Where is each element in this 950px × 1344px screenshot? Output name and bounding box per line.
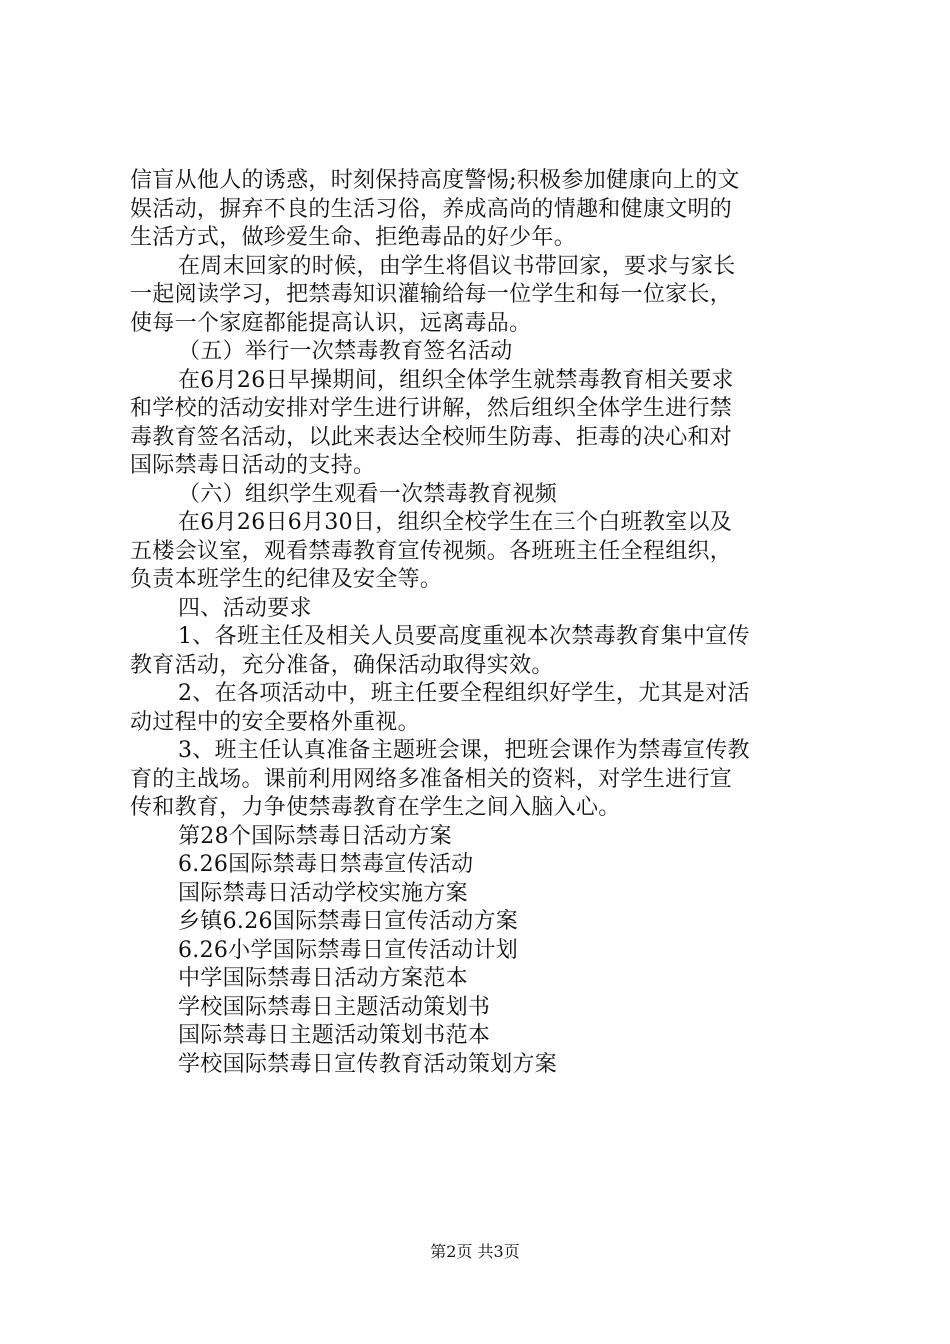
text-line: （五）举行一次禁毒教育签名活动 xyxy=(178,339,513,364)
text-line: 国际禁毒日活动的支持。 xyxy=(130,453,376,478)
text-line: 五楼会议室，观看禁毒教育宣传视频。各班班主任全程组织， xyxy=(130,538,733,564)
text-line: 教育活动，充分准备，确保活动取得实效。 xyxy=(130,652,554,678)
text-line: 在6月26日6月30日，组织全校学生在三个白班教室以及 xyxy=(178,510,733,535)
text-line: 生活方式，做珍爱生命、拒绝毒品的好少年。 xyxy=(130,225,577,250)
related-link-item[interactable]: 学校国际禁毒日主题活动策划书 xyxy=(178,994,491,1020)
text-line: 信盲从他人的诱惑，时刻保持高度警惕;积极参加健康向上的文 xyxy=(130,168,740,193)
text-line: 在6月26日早操期间，组织全体学生就禁毒教育相关要求 xyxy=(178,367,734,393)
text-line: 一起阅读学习，把禁毒知识灌输给每一位学生和每一位家长， xyxy=(130,282,733,307)
text-line: 毒教育签名活动，以此来表达全校师生防毒、拒毒的决心和对 xyxy=(130,424,733,450)
text-line: 四、活动要求 xyxy=(178,595,312,621)
related-link-item[interactable]: 中学国际禁毒日活动方案范本 xyxy=(178,966,468,991)
related-link-item[interactable]: 6.26小学国际禁毒日宣传活动计划 xyxy=(178,937,519,963)
body-text xyxy=(130,167,830,823)
text-line: 3、班主任认真准备主题班会课，把班会课作为禁毒宣传教 xyxy=(178,738,750,763)
related-links-list xyxy=(130,823,830,1080)
related-link-item[interactable]: 乡镇6.26国际禁毒日宣传活动方案 xyxy=(178,909,519,934)
text-line: 和学校的活动安排对学生进行讲解，然后组织全体学生进行禁 xyxy=(130,396,733,421)
text-line: 在周末回家的时候，由学生将倡议书带回家，要求与家长 xyxy=(178,253,736,279)
related-link-item[interactable]: 6.26国际禁毒日禁毒宣传活动 xyxy=(178,852,474,877)
page-footer: 第2页 共3页 xyxy=(430,1242,520,1261)
text-line: 负责本班学生的纪律及安全等。 xyxy=(130,567,443,592)
related-link-item[interactable]: 第28个国际禁毒日活动方案 xyxy=(178,823,452,849)
text-line: 2、在各项活动中，班主任要全程组织好学生，尤其是对活 xyxy=(178,681,750,706)
text-line: 动过程中的安全要格外重视。 xyxy=(130,709,420,735)
text-line: （六）组织学生观看一次禁毒教育视频 xyxy=(178,481,558,507)
related-link-item[interactable]: 学校国际禁毒日宣传教育活动策划方案 xyxy=(178,1051,558,1077)
text-line: 传和教育，力争使禁毒教育在学生之间入脑入心。 xyxy=(130,795,621,820)
document-body xyxy=(130,167,830,1079)
related-link-item[interactable]: 国际禁毒日活动学校实施方案 xyxy=(178,880,468,906)
related-link-item[interactable]: 国际禁毒日主题活动策划书范本 xyxy=(178,1023,491,1048)
text-line: 使每一个家庭都能提高认识，远离毒品。 xyxy=(130,310,532,336)
text-line: 1、各班主任及相关人员要高度重视本次禁毒教育集中宣传 xyxy=(178,624,750,649)
text-line: 娱活动，摒弃不良的生活习俗，养成高尚的情趣和健康文明的 xyxy=(130,196,733,222)
text-line: 育的主战场。课前利用网络多准备相关的资料，对学生进行宣 xyxy=(130,766,733,792)
